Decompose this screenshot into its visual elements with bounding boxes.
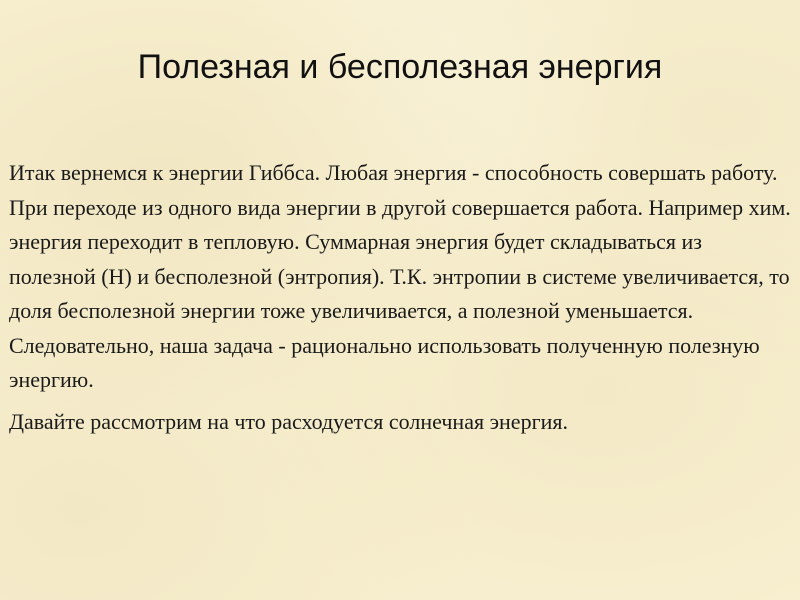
slide-title: Полезная и бесполезная энергия [137, 48, 663, 86]
body-paragraph-2: Давайте рассмотрим на что расходуется солнечная энергия. [9, 408, 568, 434]
slide-body [9, 156, 794, 439]
body-paragraph-1: Итак вернемся к энергии Гиббса. Любая энергия - способность совершать работу. При переходе из одного вида энергии в другой совершается работа. Например хим. энергия переходит в тепловую. Суммарная энергия будет складываться из полезной (Н) и бесполезной (энтропия). Т.К. энтропии в системе увеличивается, то доля бесполезной энергии тоже увеличивается, а полезной уменьшается. Следовательно, наша задача - рационально использовать полученную полезную энергию. [9, 160, 791, 392]
